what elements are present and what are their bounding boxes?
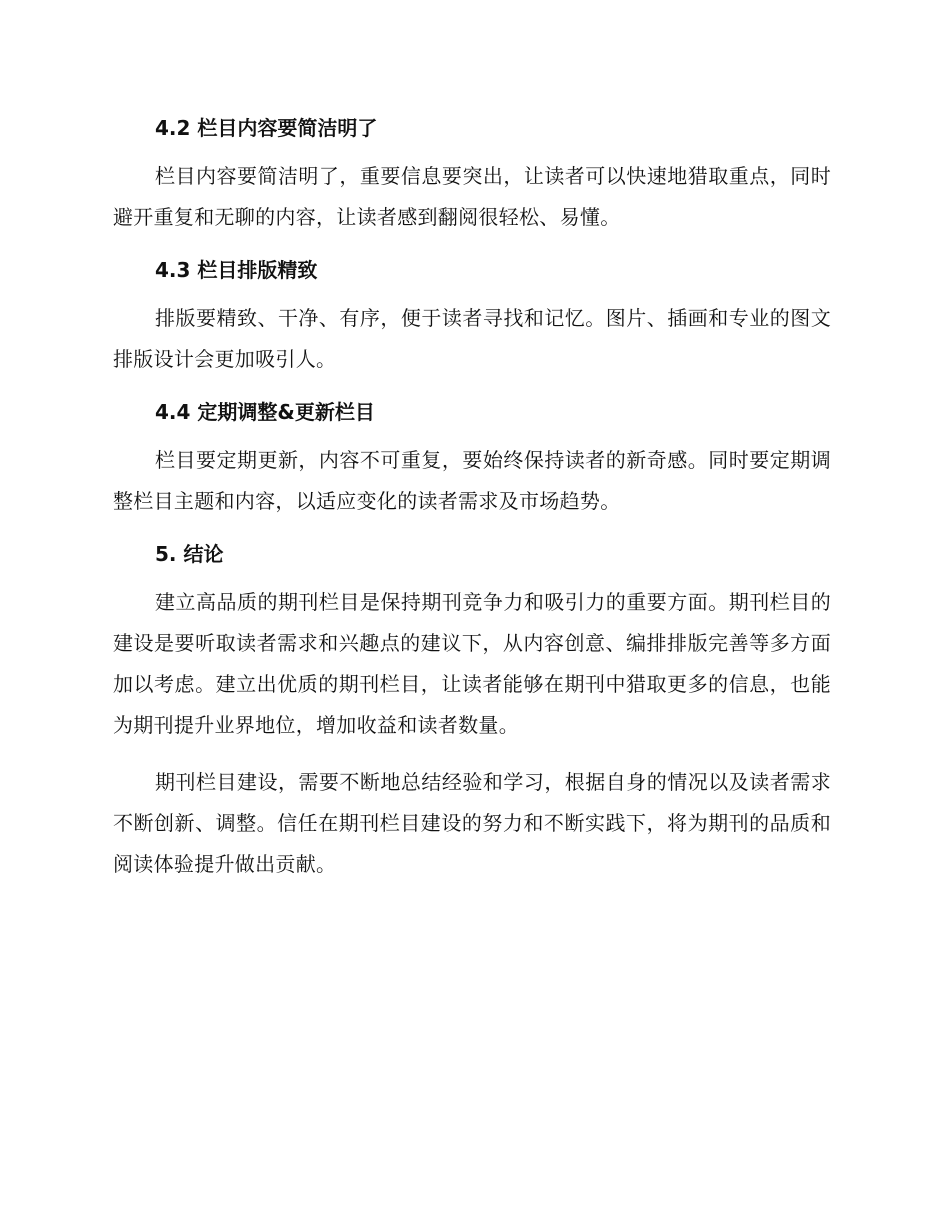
document-body bbox=[113, 112, 831, 885]
paragraph-4-2: 栏目内容要简洁明了，重要信息要突出，让读者可以快速地猎取重点，同时避开重复和无聊的内容，让读者感到翻阅很轻松、易懂。 bbox=[113, 164, 831, 229]
paragraph-4-3: 排版要精致、干净、有序，便于读者寻找和记忆。图片、插画和专业的图文排版设计会更加吸引人。 bbox=[113, 306, 831, 371]
paragraph-4-4: 栏目要定期更新，内容不可重复，要始终保持读者的新奇感。同时要定期调整栏目主题和内容，以适应变化的读者需求及市场趋势。 bbox=[113, 448, 831, 513]
paragraph-conclusion-2: 期刊栏目建设，需要不断地总结经验和学习，根据自身的情况以及读者需求不断创新、调整。信任在期刊栏目建设的努力和不断实践下，将为期刊的品质和阅读体验提升做出贡献。 bbox=[113, 770, 831, 876]
section-heading-4-3: 4.3 栏目排版精致 bbox=[155, 258, 318, 282]
section-heading-4-2: 4.2 栏目内容要简洁明了 bbox=[155, 116, 378, 140]
paragraph-conclusion-1: 建立高品质的期刊栏目是保持期刊竞争力和吸引力的重要方面。期刊栏目的建设是要听取读者需求和兴趣点的建议下，从内容创意、编排排版完善等多方面加以考虑。建立出优质的期刊栏目，让读者能够在期刊中猎取更多的信息，也能为期刊提升业界地位，增加收益和读者数量。 bbox=[113, 590, 831, 737]
section-heading-5: 5. 结论 bbox=[155, 542, 224, 566]
section-heading-4-4: 4.4 定期调整&更新栏目 bbox=[155, 400, 375, 424]
